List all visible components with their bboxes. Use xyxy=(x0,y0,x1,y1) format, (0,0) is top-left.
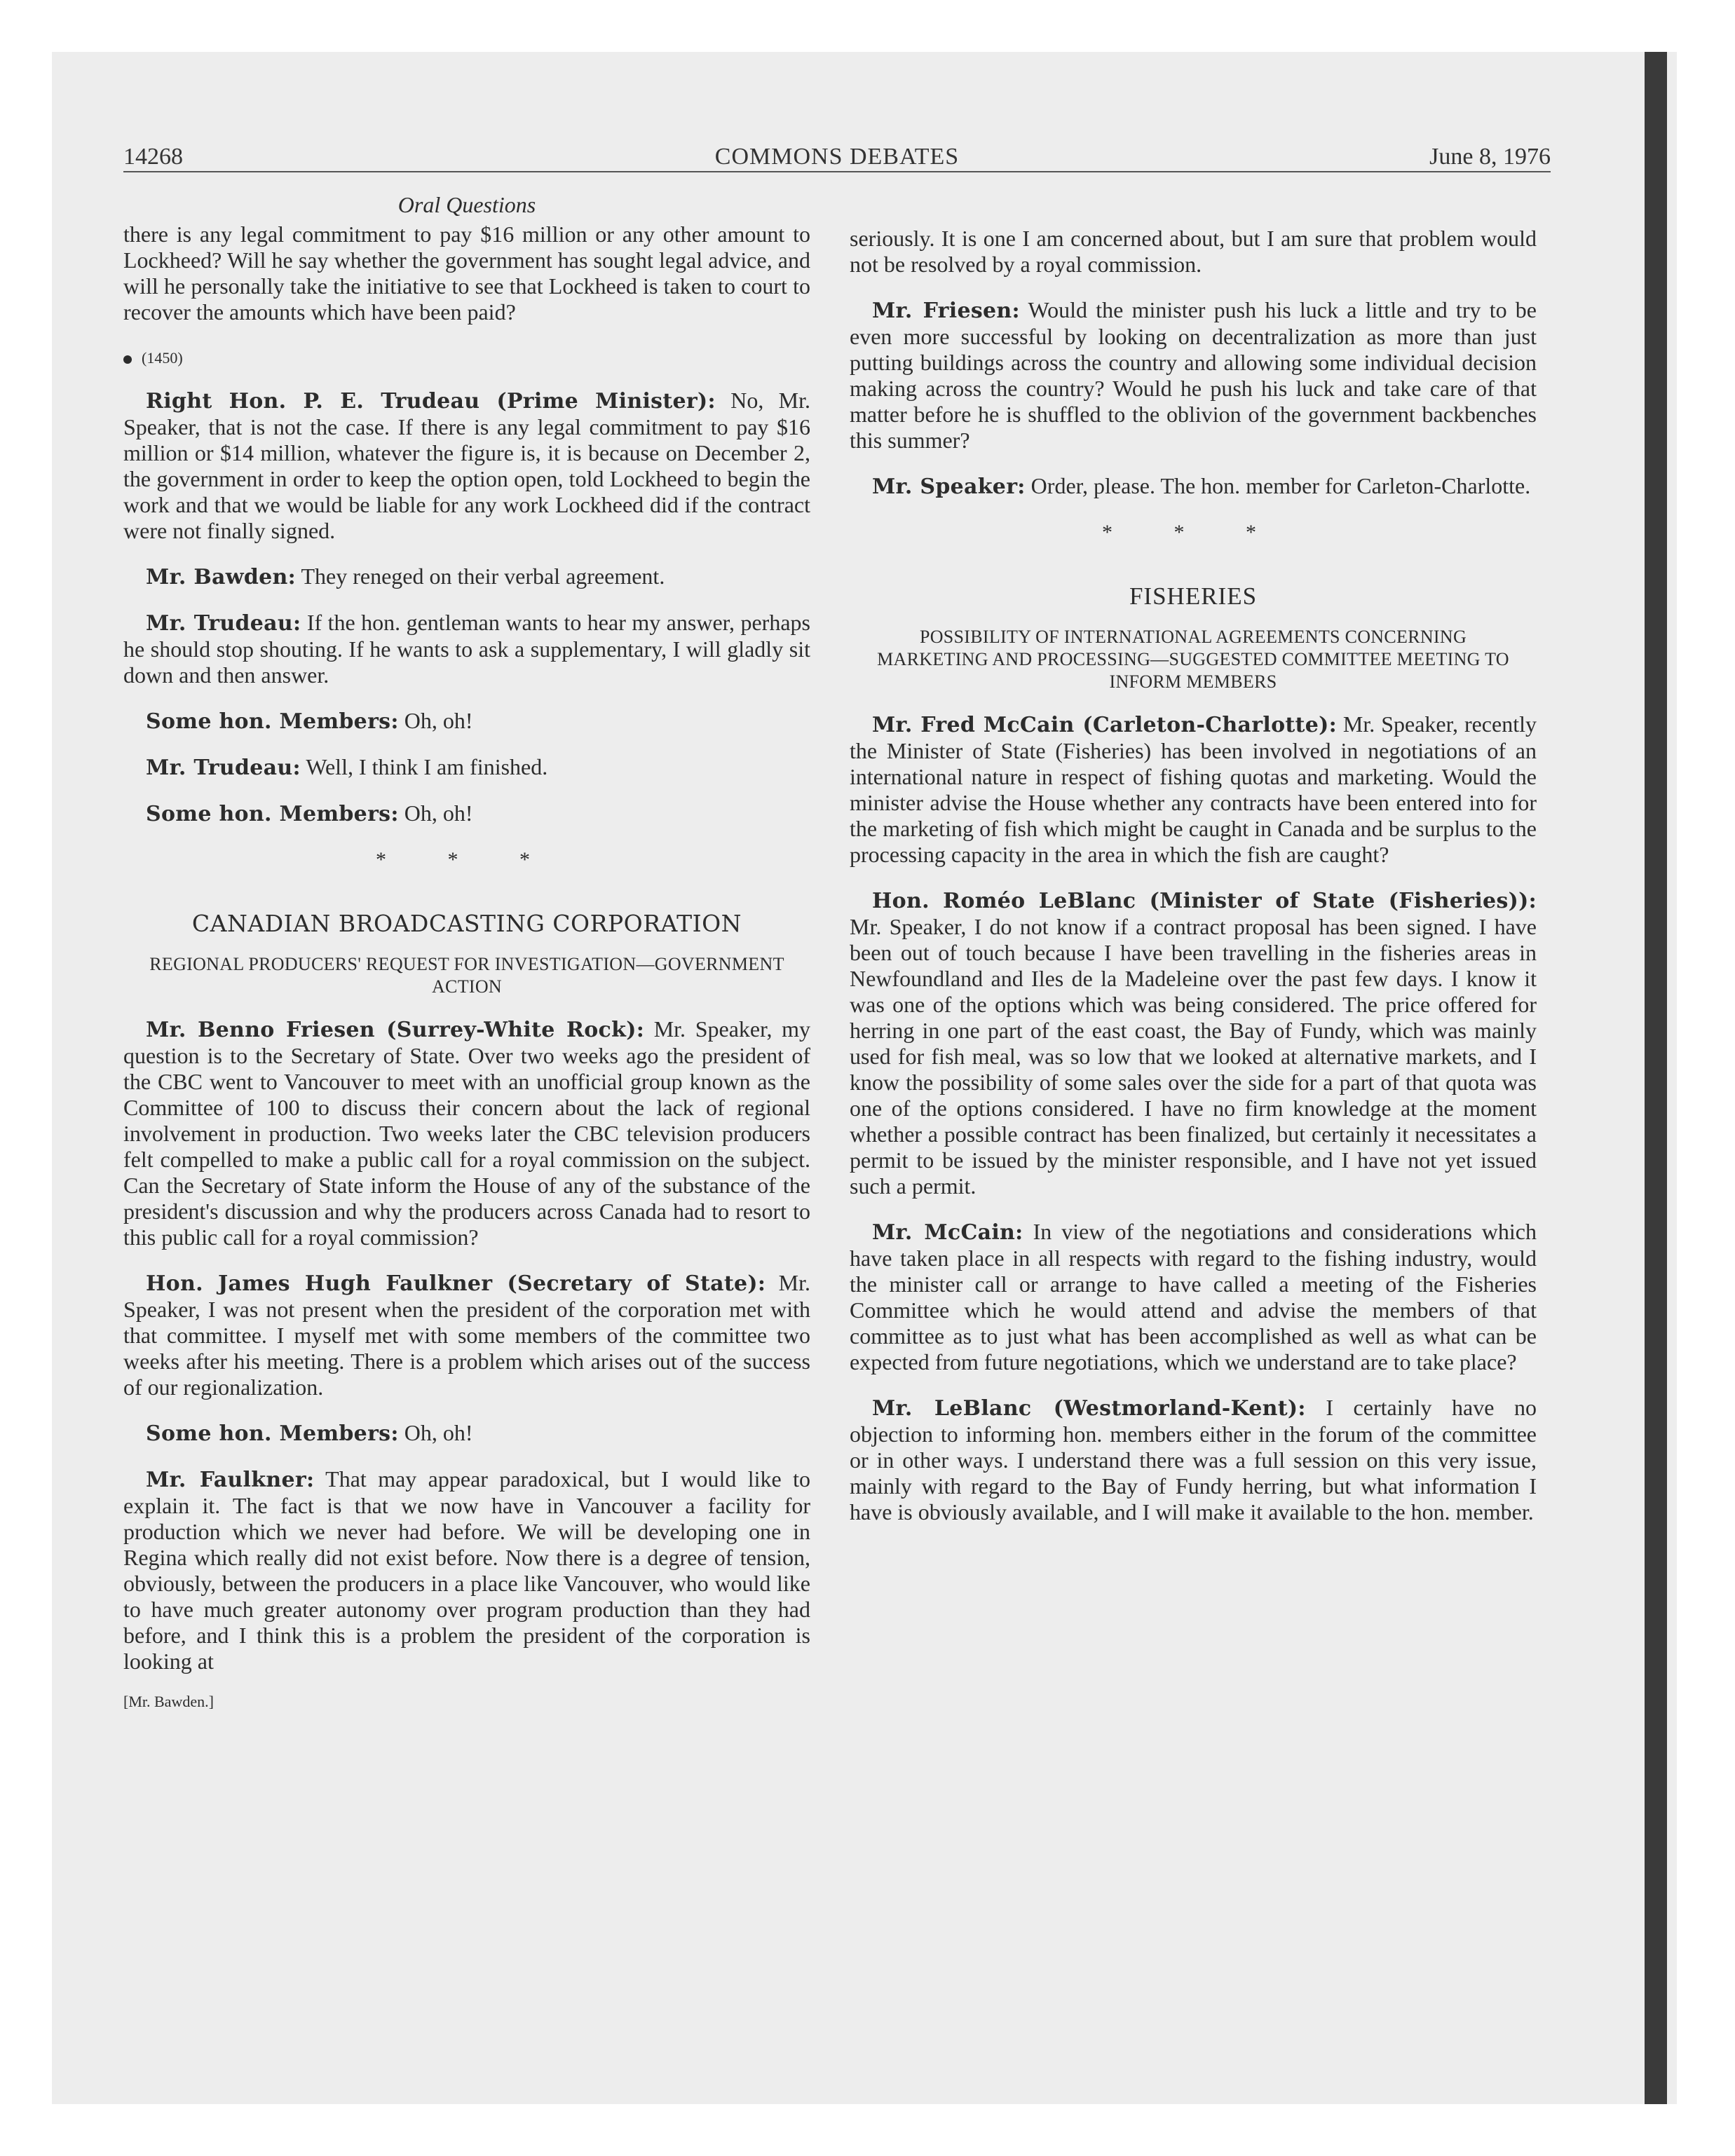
scan-edge-bar xyxy=(1645,52,1667,2104)
time-stamp: (1450) xyxy=(142,349,183,367)
speaker-name: Mr. Trudeau: xyxy=(146,611,301,636)
speech-text: If the hon. gentleman wants to hear my answer, perhaps he should stop shouting. If he wants to ask a supplementary, I will gladly sit down and then answer. xyxy=(123,610,810,688)
speaker-name: Some hon. Members: xyxy=(146,802,399,826)
speech-text: Oh, oh! xyxy=(398,708,473,733)
speaker-name: Mr. Friesen: xyxy=(872,299,1020,323)
speaker-name: Mr. Benno Friesen (Surrey-White Rock): xyxy=(146,1018,645,1042)
speech-text: They reneged on their verbal agreement. xyxy=(296,564,665,589)
speech-text: I certainly have no objection to informing hon. members either in the forum of the committee or in other ways. I understand there was a full session on this very issue, mainly with regard to the Bay of Fundy herring, but what information I have is obviously available, and I will make it available to the hon. member. xyxy=(850,1395,1537,1524)
speech-paragraph xyxy=(123,800,810,827)
speech-text: Mr. Speaker, my question is to the Secretary of State. Over two weeks ago the president of the CBC went to Vancouver to meet with an unofficial group known as the Committee of 100 to discuss their concern about the lack of regional involvement in production. Two weeks later the CBC television producers felt compelled to make a public call for a royal commission on the subject. Can the Secretary of State inform the House of any of the substance of the president's discussion and why the producers across Canada had to resort to this public call for a royal commission? xyxy=(123,1016,811,1250)
speech-text: Mr. Speaker, recently the Minister of State (Fisheries) has been involved in negotiations of an international nature in respect of fishing quotas and marketing. Would the minister advise the House whether any contracts have been entered into for the marketing of fish which might be caught in Canada and be surplus to the processing capacity in the area in which the fish are caught? xyxy=(850,711,1537,867)
speech-text: Well, I think I am finished. xyxy=(300,754,548,779)
speech-paragraph xyxy=(123,610,810,688)
running-head: Oral Questions xyxy=(397,192,536,217)
speech-paragraph xyxy=(123,754,810,781)
section-heading: CANADIAN BROADCASTING CORPORATION xyxy=(191,910,742,937)
publication-date: June 8, 1976 xyxy=(1429,144,1551,170)
speech-text: Oh, oh! xyxy=(398,1420,473,1445)
section-separator: * * * xyxy=(1102,521,1284,544)
speech-paragraph xyxy=(850,1395,1537,1525)
speech-paragraph xyxy=(123,1466,810,1674)
speech-paragraph xyxy=(850,297,1537,453)
right-column xyxy=(850,226,1537,1545)
speech-paragraph xyxy=(850,711,1537,868)
footnote: [Mr. Bawden.] xyxy=(123,1693,214,1710)
speech-text: Mr. Speaker, I do not know if a contract proposal has been signed. I have been out of touch because I have been travelling in the fisheries areas in Newfoundland and Iles de la Madeleine over the past few days. I know it was one of the options which was being considered. The price offered for herring in one part of the east coast, the Bay of Fundy, which was mainly used for fish meal, was so low that we looked at alternative markets, and I know the possibility of some sales over the side for a part of that quota was one of the options considered. I have no firm knowledge at the moment whether a possible contract has been finalized, but certainly it necessitates a permit to be issued by the minister responsible, and I have not yet issued such a permit. xyxy=(850,914,1537,1199)
speaker-name: Mr. Fred McCain (Carleton-Charlotte): xyxy=(872,713,1337,737)
speech-text: Would the minister push his luck a little and try to be even more successful by looking on decentralization as more than just putting buildings across the country and allowing some individual decision making across the country? Would he push his luck and take care of that matter before he is shuffled to the oblivion of the government backbenches this summer? xyxy=(850,297,1537,453)
speaker-name: Mr. Faulkner: xyxy=(146,1468,315,1492)
speech-paragraph xyxy=(123,1016,810,1250)
speech-paragraph xyxy=(123,564,810,590)
paragraph: seriously. It is one I am concerned about, but I am sure that problem would not be resolved by a royal commission. xyxy=(850,226,1537,277)
publication-title: COMMONS DEBATES xyxy=(714,144,960,170)
section-separator: * * * xyxy=(376,848,558,871)
speech-paragraph xyxy=(850,887,1537,1199)
speech-paragraph xyxy=(850,473,1537,500)
speech-text: Order, please. The hon. member for Carleton-Charlotte. xyxy=(1025,473,1531,498)
section-subheading: POSSIBILITY OF INTERNATIONAL AGREEMENTS CONCERNING MARKETING AND PROCESSING—SUGGESTED COMMITTEE MEETING TO INFORM MEMBERS xyxy=(877,627,1509,692)
time-marker xyxy=(123,345,810,371)
header-rule xyxy=(123,171,1551,172)
speaker-name: Some hon. Members: xyxy=(146,1421,399,1446)
speaker-name: Some hon. Members: xyxy=(146,709,399,734)
speaker-name: Mr. McCain: xyxy=(872,1220,1023,1245)
speaker-name: Right Hon. P. E. Trudeau (Prime Minister): xyxy=(146,389,716,414)
speech-text: No, Mr. Speaker, that is not the case. If there is any legal commitment to pay $16 million or $14 million, whatever the figure is, it is because on December 2, the government in order to keep the option open, told Lockheed to begin the work and that we would be liable for any work Lockheed did if the contract were not finally signed. xyxy=(123,388,811,543)
page-number: 14268 xyxy=(123,144,183,170)
speech-paragraph xyxy=(123,708,810,735)
speaker-name: Mr. Speaker: xyxy=(872,475,1026,499)
speech-text: Mr. Speaker, I was not present when the president of the corporation met with that committee. I myself met with some members of the committee two weeks after his meeting. There is a problem which arises out of the success of our regionalization. xyxy=(123,1270,811,1400)
speaker-name: Mr. Bawden: xyxy=(146,565,297,589)
paragraph: there is any legal commitment to pay $16 million or any other amount to Lockheed? Will he say whether the government has sought legal advice, and will he personally take the initiative to see that Lockheed is taken to court to recover the amounts which have been paid? xyxy=(123,221,810,325)
speaker-name: Hon. Roméo LeBlanc (Minister of State (Fisheries)): xyxy=(872,889,1537,913)
left-column xyxy=(123,191,810,1714)
speech-paragraph xyxy=(850,1219,1537,1375)
speech-text: That may appear paradoxical, but I would like to explain it. The fact is that we now have in Vancouver a facility for production which we never had before. We will be developing one in Regina which really did not exist before. Now there is a degree of tension, obviously, between the producers in a place like Vancouver, who would like to have much greater autonomy over program production than they had before, and I think this is a problem the president of the corporation is looking at xyxy=(123,1466,811,1674)
speaker-name: Mr. Trudeau: xyxy=(146,756,301,780)
speaker-name: Hon. James Hugh Faulkner (Secretary of State): xyxy=(146,1271,766,1296)
section-heading: FISHERIES xyxy=(1129,582,1258,610)
speech-text: Oh, oh! xyxy=(398,800,473,826)
speaker-name: Mr. LeBlanc (Westmorland-Kent): xyxy=(872,1396,1306,1421)
speech-text: In view of the negotiations and considerations which have taken place in all respects with regard to the fishing industry, would the minister call or arrange to have called a meeting of the Fisheries Committee which he would attend and advise the members of that committee as to just what has been accomplished as well as what can be expected from future negotiations, which we understand are to take place? xyxy=(850,1219,1537,1374)
bullet-dot-icon xyxy=(123,355,132,364)
section-subheading: REGIONAL PRODUCERS' REQUEST FOR INVESTIGATION—GOVERNMENT ACTION xyxy=(149,954,784,997)
speech-paragraph xyxy=(123,1420,810,1447)
speech-paragraph xyxy=(123,1270,810,1400)
speech-paragraph xyxy=(123,388,810,544)
